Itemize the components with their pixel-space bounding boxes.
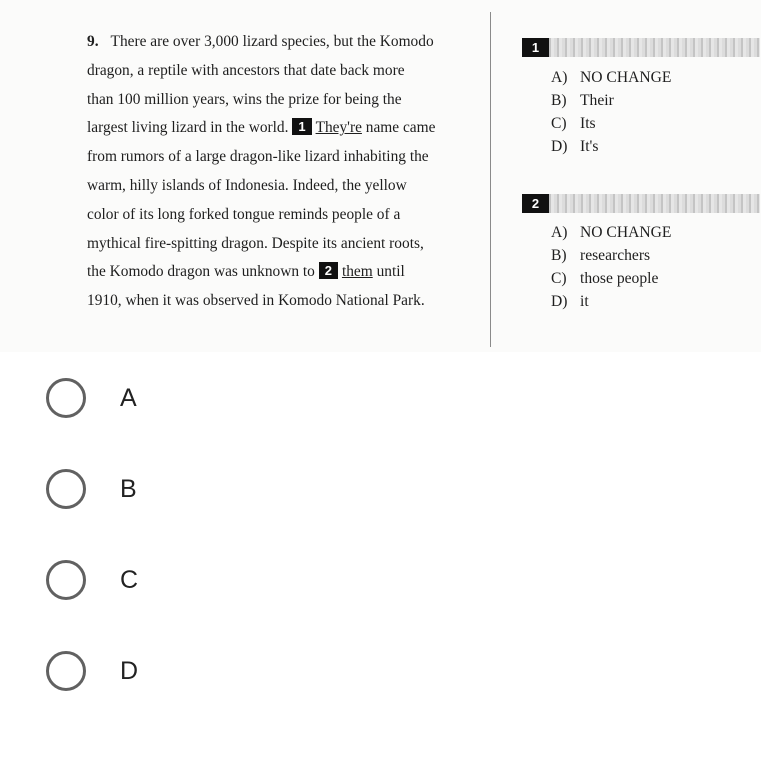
answer-label: A xyxy=(120,384,137,412)
passage-line: largest living lizard in the world. 1 They're name came xyxy=(87,119,436,137)
passage-line: mythical fire-spitting dragon. Despite its ancient roots, xyxy=(87,234,424,252)
question-2-number: 2 xyxy=(522,194,549,213)
option: B) Their xyxy=(551,92,614,109)
answer-label: D xyxy=(120,657,139,685)
column-divider xyxy=(490,12,491,347)
blank-2-marker: 2 xyxy=(319,262,338,279)
blank-1-marker: 1 xyxy=(292,118,311,135)
passage-line: color of its long forked tongue reminds people of a xyxy=(87,205,401,223)
question-number: 9. xyxy=(87,33,99,50)
passage-line: 9. There are over 3,000 lizard species, but the Komodo xyxy=(87,33,434,50)
answer-label: B xyxy=(120,475,137,503)
radio-button[interactable] xyxy=(46,560,86,600)
option: A) NO CHANGE xyxy=(551,69,672,86)
radio-button[interactable] xyxy=(46,469,86,509)
passage-line: from rumors of a large dragon-like lizard inhabiting the xyxy=(87,148,429,166)
question-2-options xyxy=(551,221,671,313)
blank-1-text: They're xyxy=(315,119,362,137)
passage-line: dragon, a reptile with ancestors that date back more xyxy=(87,61,405,79)
question-2-header xyxy=(522,194,760,213)
option: C) those people xyxy=(551,270,659,287)
passage-line: warm, hilly islands of Indonesia. Indeed, the yellow xyxy=(87,176,407,194)
passage-line: 1910, when it was observed in Komodo National Park. xyxy=(87,292,425,310)
option: D) it xyxy=(551,293,589,310)
passage xyxy=(87,28,482,316)
option: C) Its xyxy=(551,115,596,132)
option: B) researchers xyxy=(551,247,651,264)
question-1-number: 1 xyxy=(522,38,549,57)
question-image xyxy=(0,0,761,352)
option: A) NO CHANGE xyxy=(551,224,672,241)
blank-2-text: them xyxy=(341,263,373,281)
passage-line: than 100 million years, wins the prize for being the xyxy=(87,90,402,108)
option: D) It's xyxy=(551,138,599,155)
question-1-header xyxy=(522,38,760,57)
radio-button[interactable] xyxy=(46,378,86,418)
answer-label: C xyxy=(120,566,139,594)
radio-button[interactable] xyxy=(46,651,86,691)
question-1-options xyxy=(551,66,671,158)
passage-line: the Komodo dragon was unknown to 2 them until xyxy=(87,263,405,281)
